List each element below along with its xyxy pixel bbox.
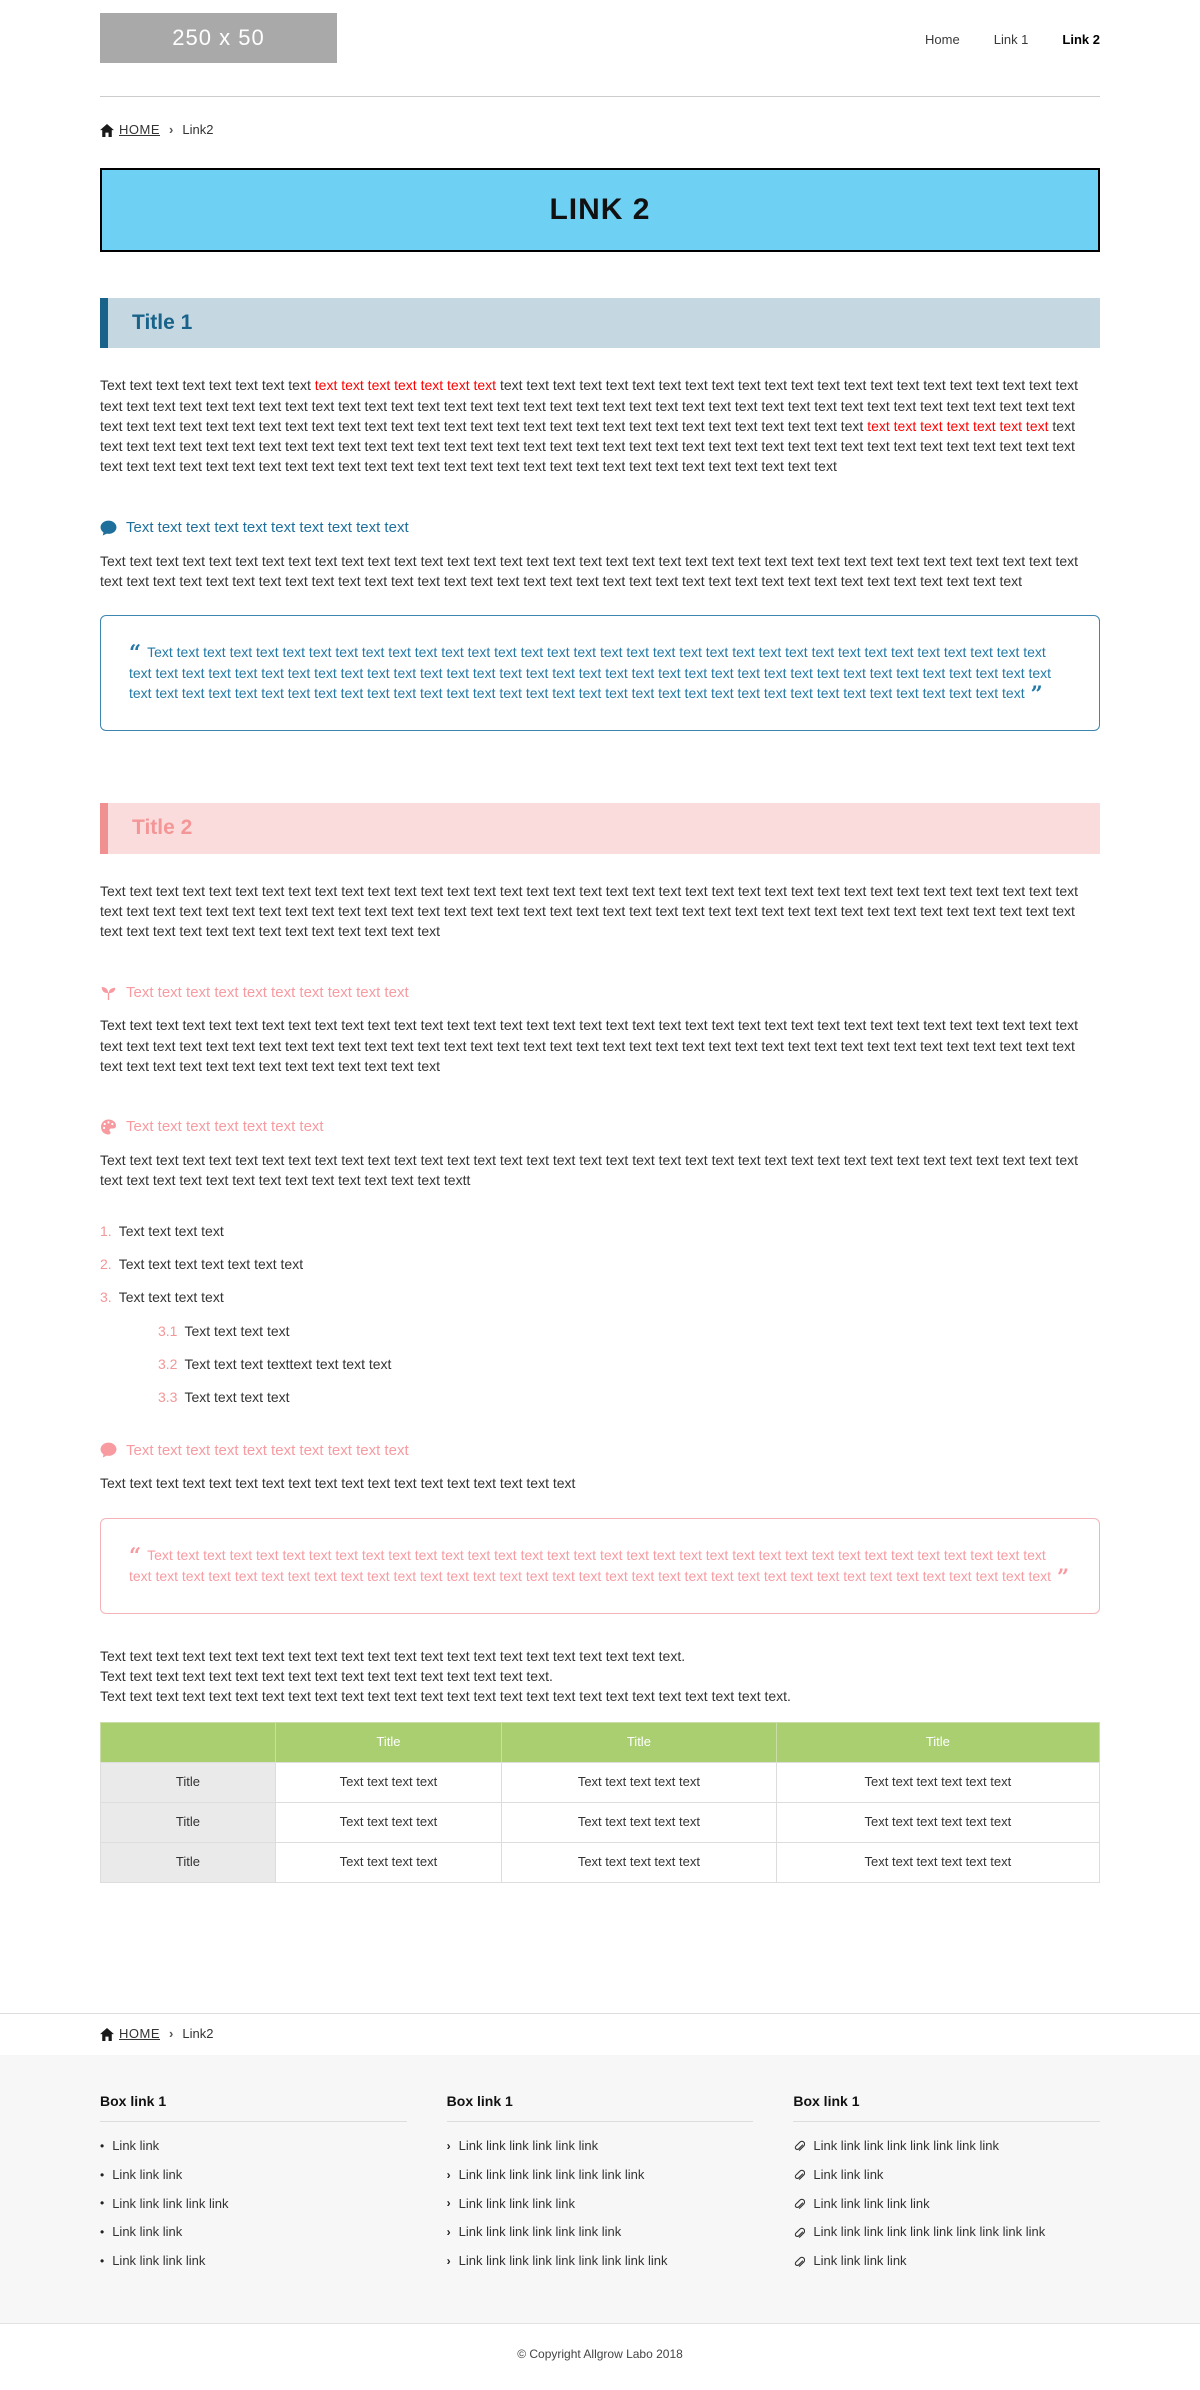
list-item [100,1221,1100,1241]
footer-link[interactable]: Link link link [112,2166,183,2182]
chevron-right-icon: › [446,2138,451,2153]
nav-item-home[interactable]: Home [925,32,960,47]
chevron-right-icon: › [169,122,174,137]
footer-breadcrumb [100,2025,1100,2044]
table-cell: Text text text text text text [776,1842,1099,1882]
table-cell: Text text text text [275,1763,501,1803]
comment-icon [100,520,117,536]
red-text-run: text text text text text text text [867,417,1049,434]
red-text-run: text text text text text text text [314,377,497,394]
footer-link[interactable]: Link link link link [813,2253,907,2269]
row-header-cell: Title [101,1803,276,1843]
section1-subheading [100,517,1100,539]
footer-link-item [100,2195,407,2214]
footer-box-title: Box link 1 [100,2091,407,2122]
breadcrumb-home-label: HOME [119,2025,160,2041]
table-row [101,1803,1100,1843]
footer [0,2055,1200,2324]
list-item-text: Text text text text [118,1222,224,1239]
chevron-right-icon: › [446,2196,451,2211]
paperclip-icon [793,2198,805,2210]
row-header-cell: Title [101,1842,276,1882]
paperclip-icon [793,2169,805,2181]
comment-icon [100,1442,117,1458]
chevron-right-icon: › [446,2167,451,2182]
footer-link-item [793,2195,1100,2214]
chevron-right-icon: › [446,2225,451,2240]
table-cell: Text text text text text [502,1763,777,1803]
footer-box-1 [100,2091,407,2282]
subheading-label: Text text text text text text text text text text [126,1441,409,1459]
footer-box-title: Box link 1 [793,2091,1100,2122]
table-cell: Text text text text [275,1842,501,1882]
logo-placeholder[interactable]: 250 x 50 [100,13,337,63]
breadcrumb-home-link[interactable] [100,121,160,140]
list-item-text: Text text text text [118,1289,224,1306]
table-header-cell [101,1723,276,1763]
footer-link-list [793,2137,1100,2271]
quote-close-icon: ” [1057,1563,1070,1589]
row-header-cell: Title [101,1763,276,1803]
text-run: text text text text text text text text text text text text text text text text text text text text text text text text text text text text text text text text text text text text text text text text text text text text text text text text text text text text text text text text text text text text text text text text text text [100,417,1075,475]
bullet-icon: • [100,2254,105,2269]
section2-paragraph1: Text text text text text text text text text text text text text text text text text text text text text text text text text text text text text text text text text text text text text text text text text text text text text text text text text text text text text text text text text text text text text text text text text text text text text text text text text text text text text text text text text text text text text text text [100,882,1079,940]
section2-title: Title 2 [100,803,1100,853]
page-title: LINK 2 [549,193,651,227]
bullet-icon: • [100,2167,105,2182]
text-line: Text text text text text text text text text text text text text text text text text. [100,1667,553,1684]
footer-link-list [100,2137,407,2271]
section2-quote [100,1518,1100,1614]
list-item [100,1287,1100,1307]
list-item-text: Text text text text text text text [118,1256,304,1273]
paperclip-icon [793,2227,805,2239]
footer-link[interactable]: Link link link link link link [458,2137,599,2153]
home-icon [100,124,114,137]
table-header-row [101,1723,1100,1763]
page-banner [100,168,1100,252]
paperclip-icon [793,2256,805,2268]
footer-box-title: Box link 1 [447,2091,754,2122]
section2-subheading-palette [100,1116,1100,1138]
table-row [101,1842,1100,1882]
footer-link-item [100,2166,407,2185]
section2-paragraph4: Text text text text text text text text text text text text text text text text text text [100,1475,576,1492]
footer-link[interactable]: Link link link [813,2166,884,2182]
table-header-cell: Title [776,1723,1099,1763]
table-header-cell: Title [502,1723,777,1763]
footer-link-item [793,2137,1100,2156]
list-item-text: Text text text texttext text text text [184,1355,392,1372]
table-cell: Text text text text text [502,1842,777,1882]
table-cell: Text text text text text text [776,1763,1099,1803]
breadcrumb-home-link[interactable] [100,2025,160,2044]
copyright-bar [0,2323,1200,2389]
footer-link[interactable]: Link link link link link link link link [458,2166,645,2182]
quote-text: Text text text text text text text text text text text text text text text text text text text text text text text text text text text text text text text text text text text text text text text text text text text text text text text text text text text text text text text text text text text text text text text text text text text text text [129,1546,1052,1584]
quote-open-icon: “ [129,640,142,666]
footer-link-item [793,2252,1100,2271]
table-row [101,1763,1100,1803]
footer-link-item [793,2166,1100,2185]
footer-link[interactable]: Link link [112,2137,160,2153]
footer-box-3 [793,2091,1100,2282]
section2-paragraph2: Text text text text text text text text text text text text text text text text text text text text text text text text text text text text text text text text text text text text text text text text text text text text text text text text text text text text text text text text text text text text text text text text text text text text text text text text text text text text text text text text text text text text text text text [100,1017,1079,1075]
footer-link-item [447,2166,754,2185]
copyright-text: © Copyright Allgrow Labo 2018 [517,2347,683,2362]
nav-item-link2[interactable]: Link 2 [1062,32,1100,47]
text-line: Text text text text text text text text text text text text text text text text text text text text text text. [100,1647,686,1664]
footer-link-item [447,2137,754,2156]
chevron-right-icon: › [169,2025,174,2041]
footer-link[interactable]: Link link link link link link link link [813,2137,1000,2153]
subheading-label: Text text text text text text text text text text [126,983,409,1001]
footer-link[interactable]: Link link link link link link link link link [458,2253,668,2269]
text-run: Text text text text text text text text [100,377,311,394]
list-item-text: Text text text text [184,1322,290,1339]
list-number: 2. [100,1256,112,1273]
table-cell: Text text text text text [502,1803,777,1843]
text-line: Text text text text text text text text text text text text text text text text text text text text text text text text text text. [100,1688,791,1705]
breadcrumb-current: Link2 [182,122,214,137]
table-cell: Text text text text [275,1803,501,1843]
text-run: text text text text text text text text text text text text text text text text text text text text text text text text text text text text text text text text text text text text text text text text text text text text text text text text text text text text text text text text text text text text text text text text text text text text text text text text text text text text text text text text text text text text text text text text [100,377,1079,434]
list-number: 3.1 [158,1322,178,1339]
breadcrumb [100,121,1100,140]
list-number: 1. [100,1222,112,1239]
list-item [100,1321,1100,1341]
seedling-icon [100,985,117,1001]
site-header [100,0,1100,97]
section2-subheading-comment [100,1440,1100,1462]
quote-text: Text text text text text text text text text text text text text text text text text text text text text text text text text text text text text text text text text text text text text text text text text text text text text text text text text text text text text text text text text text text text text text text text text text text text text text text text text text text text text text text text text text text text text text text text text text text text text text text text text text text text text text text [129,644,1052,702]
bullet-icon: • [100,2225,105,2240]
footer-link[interactable]: Link link link [112,2224,183,2240]
section1-quote [100,615,1100,731]
footer-link-item [447,2195,754,2214]
nav-item-link1[interactable]: Link 1 [993,32,1029,47]
quote-open-icon: “ [129,1542,142,1568]
footer-link[interactable]: Link link link link link [112,2195,229,2211]
footer-link-item [447,2223,754,2242]
footer-link-item [447,2252,754,2271]
footer-box-2 [447,2091,754,2282]
footer-link-item [100,2252,407,2271]
breadcrumb-home-label: HOME [119,122,160,137]
section2-paragraph5 [100,1646,1100,1707]
subheading-label: Text text text text text text text [126,1118,324,1136]
section2-paragraph3: Text text text text text text text text text text text text text text text text text text text text text text text text text text text text text text text text text text text text text text text text text text text text text text text text text text textt [100,1152,1079,1189]
footer-link[interactable]: Link link link link [112,2253,206,2269]
section1-title: Title 1 [100,298,1100,348]
footer-link-list [447,2137,754,2271]
footer-link-item [100,2223,407,2242]
footer-link[interactable]: Link link link link link link link link link link [813,2224,1046,2240]
breadcrumb-current: Link2 [182,2025,214,2041]
list-item [100,1354,1100,1374]
list-number: 3.2 [158,1355,178,1372]
footer-link[interactable]: Link link link link link link link [458,2224,622,2240]
home-icon [100,2028,114,2041]
section2-subheading-seedling [100,982,1100,1004]
bullet-icon: • [100,2138,105,2153]
palette-icon [100,1119,117,1135]
footer-link-item [793,2223,1100,2242]
ordered-list [100,1221,1100,1408]
list-number: 3.3 [158,1389,178,1406]
quote-close-icon: ” [1030,681,1043,707]
chevron-right-icon: › [446,2254,451,2269]
section1-paragraph2: Text text text text text text text text text text text text text text text text text text text text text text text text text text text text text text text text text text text text text text text text text text text text text text text text text text text text text text text text text text text text text text text text text text text text text text text text [100,552,1079,589]
table-header-cell: Title [275,1723,501,1763]
list-item-text: Text text text text [184,1389,290,1406]
section1-paragraph1 [100,375,1100,476]
footer-link[interactable]: Link link link link link [813,2195,930,2211]
bullet-icon: • [100,2196,105,2211]
subheading-label: Text text text text text text text text text text [126,518,409,536]
list-number: 3. [100,1289,112,1306]
footer-link-item [100,2137,407,2156]
list-item [100,1387,1100,1407]
main-nav [925,13,1100,50]
footer-breadcrumb-band [0,2013,1200,2055]
footer-link[interactable]: Link link link link link [458,2195,575,2211]
data-table [100,1722,1100,1882]
table-cell: Text text text text text text [776,1803,1099,1843]
list-item [100,1254,1100,1274]
paperclip-icon [793,2140,805,2152]
